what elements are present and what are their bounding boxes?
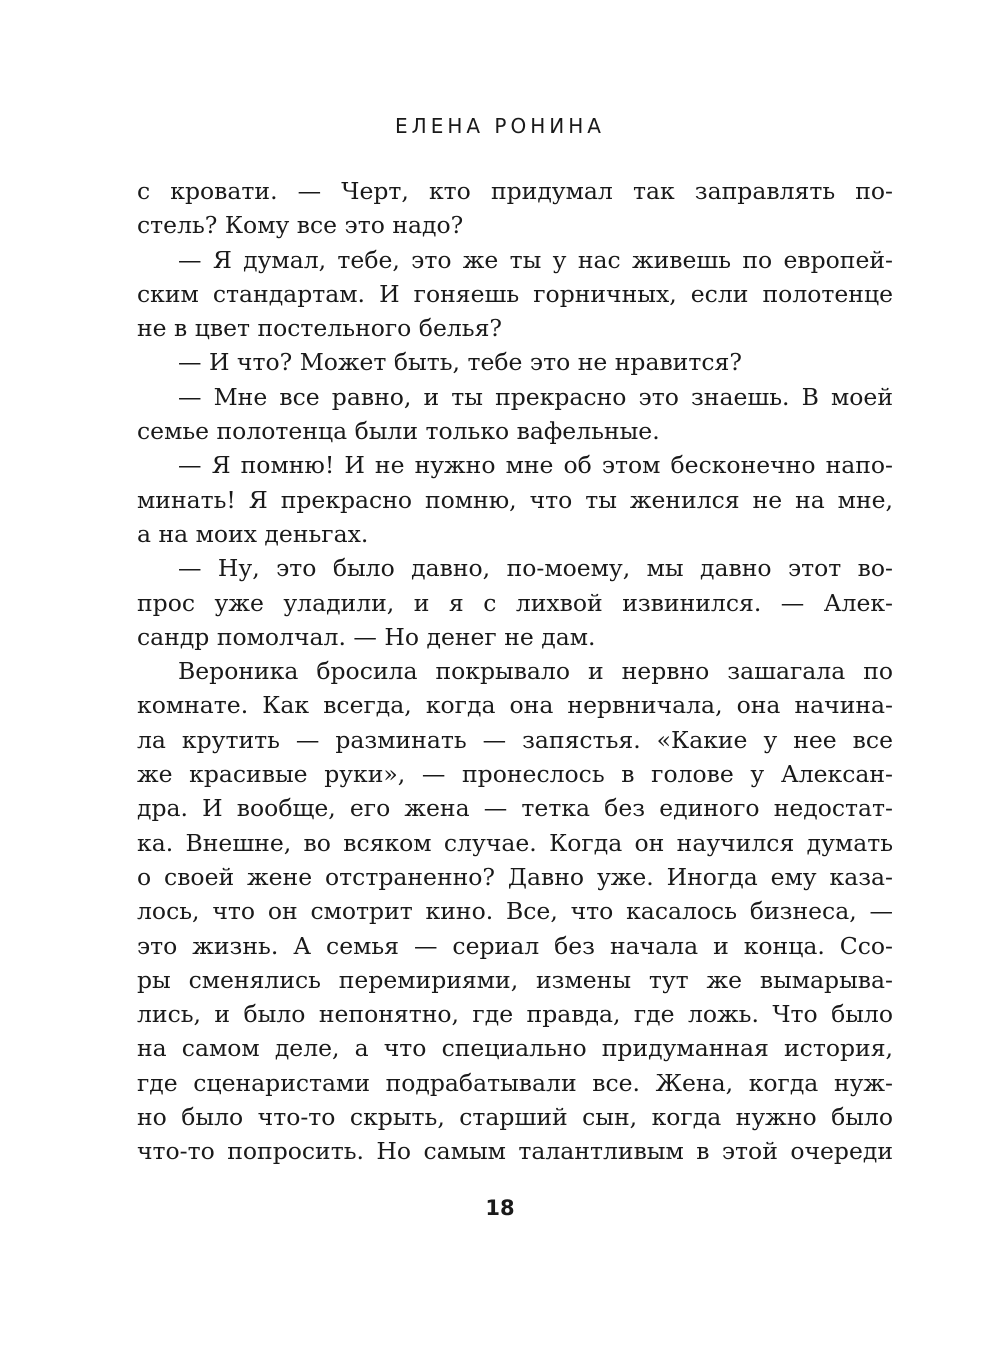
text-line: же красивые руки», — пронеслось в голове у Алексан-: [137, 760, 893, 789]
text-line: — Я помню! И не нужно мне об этом бесконечно напо-: [178, 451, 893, 480]
text-line: о своей жене отстраненно? Давно уже. Иногда ему каза-: [137, 862, 893, 891]
text-line: лось, что он смотрит кино. Все, что касалось бизнеса, —: [137, 897, 893, 926]
body-text: [137, 174, 893, 1169]
running-head-author: ЕЛЕНА РОНИНА: [395, 114, 605, 138]
text-line: с кровати. — Черт, кто придумал так заправлять по-: [137, 177, 893, 205]
text-line: это жизнь. А семья — сериал без начала и конца. Ссо-: [137, 931, 893, 960]
text-line: что-то попросить. Но самым талантливым в этой очереди: [137, 1137, 893, 1166]
page-number: 18: [485, 1196, 515, 1220]
text-line: — Ну, это было давно, по-моему, мы давно этот во-: [178, 554, 893, 583]
text-line: но было что-то скрыть, старший сын, когда нужно было: [137, 1103, 893, 1132]
text-line: сандр помолчал. — Но денег не дам.: [137, 622, 596, 651]
text-line: минать! Я прекрасно помню, что ты женился не на мне,: [137, 485, 893, 514]
text-line: ры сменялись перемириями, измены тут же вымарыва-: [137, 965, 893, 994]
text-line: — И что? Может быть, тебе это не нравится?: [178, 348, 742, 377]
text-line: а на моих деньгах.: [137, 519, 369, 548]
text-line: ским стандартам. И гоняешь горничных, если полотенце: [137, 279, 893, 308]
text-line: лись, и было непонятно, где правда, где ложь. Что было: [137, 1000, 893, 1029]
text-line: Вероника бросила покрывало и нервно зашагала по: [178, 657, 893, 686]
text-line: комнате. Как всегда, когда она нервничала, она начина-: [137, 691, 893, 720]
text-line: — Я думал, тебе, это же ты у нас живешь по европей-: [178, 245, 893, 274]
text-line: ка. Внешне, во всяком случае. Когда он научился думать: [137, 828, 893, 857]
text-line: ла крутить — разминать — запястья. «Какие у нее все: [137, 725, 893, 754]
text-line: — Мне все равно, и ты прекрасно это знаешь. В моей: [178, 382, 893, 411]
text-line: дра. И вообще, его жена — тетка без единого недостат-: [137, 794, 893, 823]
text-line: прос уже уладили, и я с лихвой извинился. — Алек-: [137, 588, 893, 617]
text-line: стель? Кому все это надо?: [137, 211, 464, 240]
text-line: где сценаристами подрабатывали все. Жена, когда нуж-: [137, 1068, 893, 1097]
text-line: не в цвет постельного белья?: [137, 314, 503, 343]
text-line: семье полотенца были только вафельные.: [137, 417, 660, 446]
text-line: на самом деле, а что специально придуманная история,: [137, 1034, 893, 1063]
